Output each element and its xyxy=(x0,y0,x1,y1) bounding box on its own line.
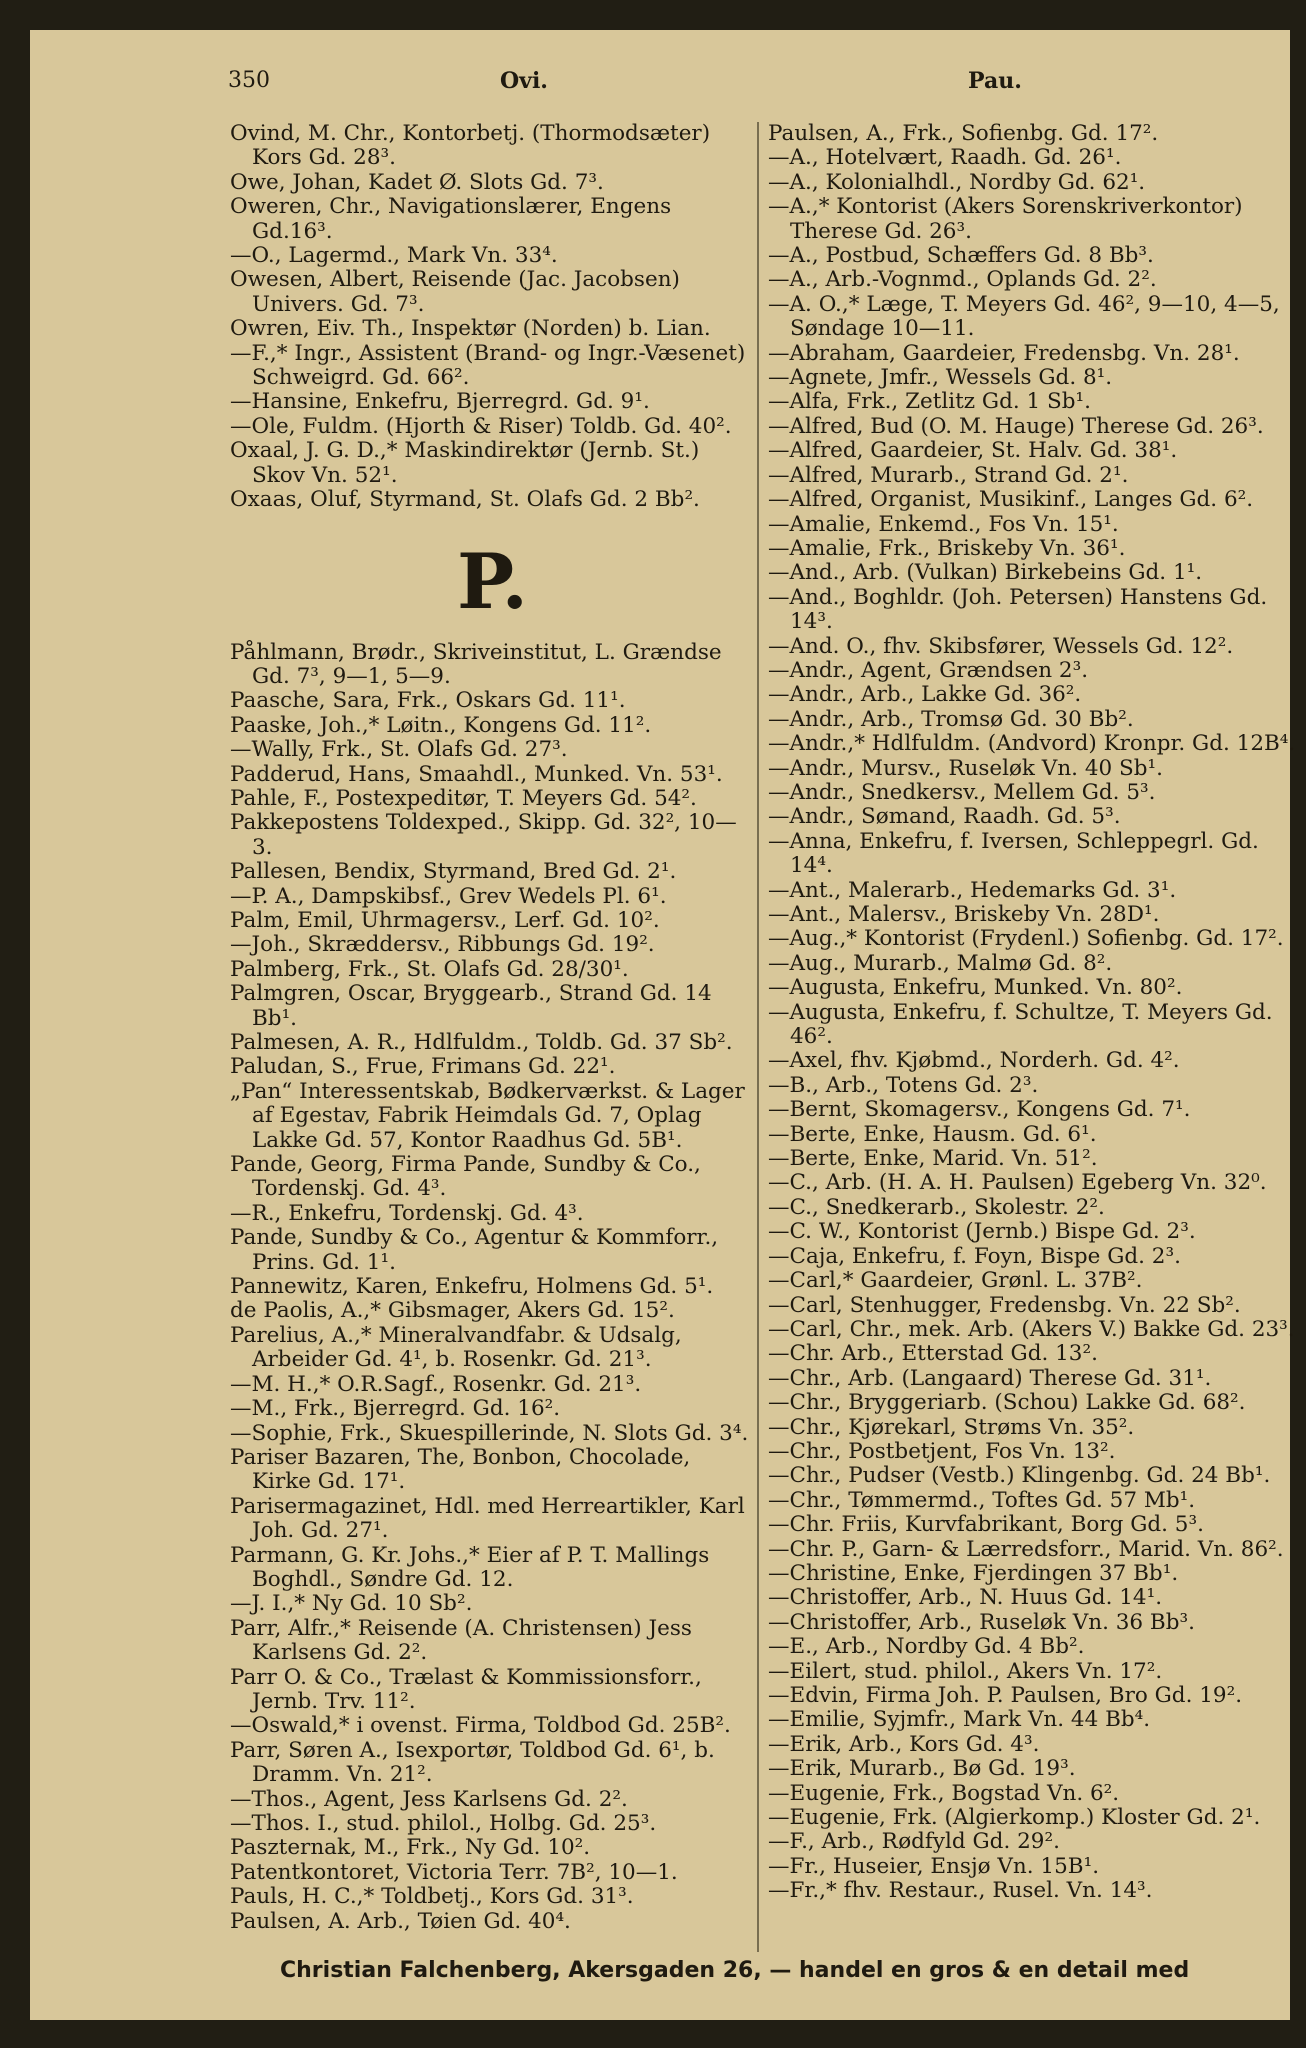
directory-entry: Oweren, Chr., Navigationslærer, Engens Gd.16³. xyxy=(230,194,672,244)
directory-entry: Patentkontoret, Victoria Terr. 7B², 10—1. xyxy=(230,1859,678,1885)
directory-entry: —A. O.,* Læge, T. Meyers Gd. 46², 9—10, 4—5, Søndage 10—11. xyxy=(768,291,1280,342)
directory-entry: —Christoffer, Arb., N. Huus Gd. 14¹. xyxy=(768,1585,1163,1611)
left-column xyxy=(230,122,755,1934)
directory-entry: —Eugenie, Frk. (Algierkomp.) Kloster Gd. 2¹. xyxy=(768,1805,1261,1831)
directory-entry: Parisermagazinet, Hdl. med Herreartikler, Karl Joh. Gd. 27¹. xyxy=(230,1493,745,1544)
directory-entry: —F.,* Ingr., Assistent (Brand- og Ingr.-Væsenet) Schweigrd. Gd. 66². xyxy=(230,340,746,391)
directory-entry: —Ant., Malerarb., Hedemarks Gd. 3¹. xyxy=(768,877,1177,903)
directory-entry: Padderud, Hans, Smaahdl., Munked. Vn. 53¹. xyxy=(230,761,723,787)
directory-entry: —Ant., Malersv., Briskeby Vn. 28D¹. xyxy=(768,902,1160,927)
directory-entry: de Paolis, A.,* Gibsmager, Akers Gd. 15². xyxy=(230,1298,675,1324)
directory-entry: —Chr., Postbetjent, Fos Vn. 13². xyxy=(768,1438,1116,1464)
directory-entry: —J. I.,* Ny Gd. 10 Sb². xyxy=(230,1591,473,1617)
right-column xyxy=(768,122,1298,1904)
directory-entry: Paludan, S., Frue, Frimans Gd. 22¹. xyxy=(230,1054,616,1080)
directory-entry: Pauls, H. C.,* Toldbetj., Kors Gd. 31³. xyxy=(230,1884,634,1910)
directory-entry: Parr O. & Co., Trælast & Kommissionsforr., Jernb. Trv. 11². xyxy=(230,1664,702,1714)
directory-entry: —Carl, Stenhugger, Fredensbg. Vn. 22 Sb². xyxy=(768,1292,1241,1318)
directory-entry: —And., Boghldr. (Joh. Petersen) Hanstens Gd. 14³. xyxy=(768,584,1268,635)
directory-entry: —Erik, Murarb., Bø Gd. 19³. xyxy=(768,1756,1076,1782)
directory-entry: —F., Arb., Rødfyld Gd. 29². xyxy=(768,1829,1060,1855)
directory-entry: —Alfred, Bud (O. M. Hauge) Therese Gd. 26³. xyxy=(768,413,1264,439)
directory-entry: —Chr. Arb., Etterstad Gd. 13². xyxy=(768,1341,1098,1367)
directory-entry: —Alfa, Frk., Zetlitz Gd. 1 Sb¹. xyxy=(768,389,1091,415)
directory-entry: —Chr., Kjørekarl, Strøms Vn. 35². xyxy=(768,1414,1135,1440)
directory-entry: —Alfred, Gaardeier, St. Halv. Gd. 38¹. xyxy=(768,438,1178,464)
directory-entry: —Amalie, Enkemd., Fos Vn. 15¹. xyxy=(768,511,1119,537)
directory-entry: —Wally, Frk., St. Olafs Gd. 27³. xyxy=(230,737,568,763)
directory-entry: Pallesen, Bendix, Styrmand, Bred Gd. 2¹. xyxy=(230,859,677,885)
directory-entry: Pakkepostens Toldexped., Skipp. Gd. 32², 10—3. xyxy=(230,810,737,860)
directory-entry: Pande, Sundby & Co., Agentur & Kommforr., Prins. Gd. 1¹. xyxy=(230,1225,719,1275)
directory-entry: Palmesen, A. R., Hdlfuldm., Toldb. Gd. 37 Sb². xyxy=(230,1030,733,1055)
directory-entry: —Caja, Enkefru, f. Foyn, Bispe Gd. 2³. xyxy=(768,1243,1181,1269)
directory-entry: —Alfred, Murarb., Strand Gd. 2¹. xyxy=(768,462,1129,488)
directory-entry: —R., Enkefru, Tordenskj. Gd. 4³. xyxy=(230,1200,584,1226)
directory-page xyxy=(30,30,1296,2020)
directory-entry: Palmgren, Oscar, Bryggearb., Strand Gd. 14 Bb¹. xyxy=(230,981,712,1031)
directory-entry: —Augusta, Enkefru, f. Schultze, T. Meyers Gd. 46². xyxy=(768,999,1273,1050)
directory-entry: —Andr., Agent, Grændsen 2³. xyxy=(768,657,1089,683)
directory-entry: Owren, Eiv. Th., Inspektør (Norden) b. Lian. xyxy=(230,316,711,342)
directory-entry: —Augusta, Enkefru, Munked. Vn. 80². xyxy=(768,975,1183,1001)
directory-entry: —B., Arb., Totens Gd. 2³. xyxy=(768,1072,1039,1098)
directory-entry: Paszternak, M., Frk., Ny Gd. 10². xyxy=(230,1835,591,1861)
directory-entry: —O., Lagermd., Mark Vn. 33⁴. xyxy=(230,243,558,269)
directory-entry: Owesen, Albert, Reisende (Jac. Jacobsen) Univers. Gd. 7³. xyxy=(230,267,680,317)
directory-entry: —Aug., Murarb., Malmø Gd. 8². xyxy=(768,950,1113,976)
directory-entry: —Bernt, Skomagersv., Kongens Gd. 7¹. xyxy=(768,1097,1191,1123)
directory-entry: —Edvin, Firma Joh. P. Paulsen, Bro Gd. 19². xyxy=(768,1683,1243,1708)
directory-entry: —C. W., Kontorist (Jernb.) Bispe Gd. 2³. xyxy=(768,1219,1196,1245)
directory-entry: —Chr., Tømmermd., Toftes Gd. 57 Mb¹. xyxy=(768,1487,1196,1513)
directory-entry: —Andr., Sømand, Raadh. Gd. 5³. xyxy=(768,804,1121,830)
directory-entry: Oxaas, Oluf, Styrmand, St. Olafs Gd. 2 Bb². xyxy=(230,487,700,513)
directory-entry: —And. O., fhv. Skibsfører, Wessels Gd. 12². xyxy=(768,633,1234,659)
directory-entry: —Oswald,* i ovenst. Firma, Toldbod Gd. 25B². xyxy=(230,1713,731,1739)
directory-entry: Pande, Georg, Firma Pande, Sundby & Co., Tordenskj. Gd. 4³. xyxy=(230,1152,701,1202)
footer-advertisement: Christian Falchenberg, Akersgaden 26, — handel en gros & en detail med xyxy=(280,1958,1190,1983)
directory-entry: —Agnete, Jmfr., Wessels Gd. 8¹. xyxy=(768,365,1113,391)
directory-entry: —Andr., Arb., Lakke Gd. 36². xyxy=(768,682,1082,708)
directory-entry: —M. H.,* O.R.Sagf., Rosenkr. Gd. 21³. xyxy=(230,1371,642,1397)
directory-entry: —M., Frk., Bjerregrd. Gd. 16². xyxy=(230,1396,561,1422)
directory-entry: —And., Arb. (Vulkan) Birkebeins Gd. 1¹. xyxy=(768,560,1203,586)
directory-entry: Pariser Bazaren, The, Bonbon, Chocolade, Kirke Gd. 17¹. xyxy=(230,1444,691,1495)
directory-entry: Parr, Alfr.,* Reisende (A. Christensen) Jess Karlsens Gd. 2². xyxy=(230,1615,692,1666)
left-bottom-entries xyxy=(230,641,755,1935)
page-number: 350 xyxy=(228,68,270,93)
left-top-entries xyxy=(230,122,755,513)
directory-entry: —Abraham, Gaardeier, Fredensbg. Vn. 28¹. xyxy=(768,340,1240,366)
left-running-head: Ovi. xyxy=(500,68,548,94)
directory-entry: Paasche, Sara, Frk., Oskars Gd. 11¹. xyxy=(230,688,626,714)
directory-entry: —A., Hotelvært, Raadh. Gd. 26¹. xyxy=(768,145,1122,171)
section-letter: P. xyxy=(456,536,529,626)
directory-entry: —Fr.,* fhv. Restaur., Rusel. Vn. 14³. xyxy=(768,1878,1153,1904)
directory-entry: —A., Kolonialhdl., Nordby Gd. 62¹. xyxy=(768,169,1146,195)
directory-entry: —Thos., Agent, Jess Karlsens Gd. 2². xyxy=(230,1786,628,1812)
directory-entry: —Chr., Arb. (Langaard) Therese Gd. 31¹. xyxy=(768,1365,1212,1391)
directory-entry: —C., Arb. (H. A. H. Paulsen) Egeberg Vn. 32⁰. xyxy=(768,1170,1267,1196)
directory-entry: Paaske, Joh.,* Løitn., Kongens Gd. 11². xyxy=(230,712,652,738)
directory-entry: —Joh., Skræddersv., Ribbungs Gd. 19². xyxy=(230,932,655,958)
right-entries xyxy=(768,122,1298,1904)
directory-entry: Parelius, A.,* Mineralvandfabr. & Udsalg, Arbeider Gd. 4¹, b. Rosenkr. Gd. 21³. xyxy=(230,1322,682,1373)
directory-entry: Paulsen, A., Frk., Sofienbg. Gd. 17². xyxy=(768,121,1159,146)
directory-entry: —A.,* Kontorist (Akers Sorenskriverkontor) Therese Gd. 26³. xyxy=(768,194,1243,244)
directory-entry: Owe, Johan, Kadet Ø. Slots Gd. 7³. xyxy=(230,169,604,195)
column-divider xyxy=(757,122,759,1952)
directory-entry: —Chr., Bryggeriarb. (Schou) Lakke Gd. 68². xyxy=(768,1390,1246,1416)
directory-entry: —Sophie, Frk., Skuespillerinde, N. Slots Gd. 3⁴. xyxy=(230,1420,749,1446)
directory-entry: —Alfred, Organist, Musikinf., Langes Gd. 6². xyxy=(768,487,1254,513)
directory-entry: —Berte, Enke, Marid. Vn. 51². xyxy=(768,1146,1098,1172)
directory-entry: —E., Arb., Nordby Gd. 4 Bb². xyxy=(768,1634,1085,1660)
directory-entry: —Andr.,* Hdlfuldm. (Andvord) Kronpr. Gd. 12B⁴. xyxy=(768,731,1296,757)
directory-entry: Ovind, M. Chr., Kontorbetj. (Thormodsæter) Kors Gd. 28³. xyxy=(230,121,711,171)
directory-entry: —C., Snedkerarb., Skolestr. 2². xyxy=(768,1194,1105,1220)
directory-entry: —Andr., Mursv., Ruseløk Vn. 40 Sb¹. xyxy=(768,755,1163,781)
directory-entry: Parr, Søren A., Isexportør, Toldbod Gd. 6¹, b. Dramm. Vn. 21². xyxy=(230,1737,715,1788)
directory-entry: —Carl, Chr., mek. Arb. (Akers V.) Bakke Gd. 23³. xyxy=(768,1316,1295,1342)
directory-entry: —Andr., Snedkersv., Mellem Gd. 5³. xyxy=(768,779,1156,805)
directory-entry: —Carl,* Gaardeier, Grønl. L. 37B². xyxy=(768,1268,1143,1294)
directory-entry: Pannewitz, Karen, Enkefru, Holmens Gd. 5¹. xyxy=(230,1274,714,1300)
right-running-head: Pau. xyxy=(968,68,1022,94)
directory-entry: —Emilie, Syjmfr., Mark Vn. 44 Bb⁴. xyxy=(768,1707,1151,1733)
directory-entry: —Andr., Arb., Tromsø Gd. 30 Bb². xyxy=(768,706,1134,732)
directory-entry: —A., Arb.-Vognmd., Oplands Gd. 2². xyxy=(768,267,1157,293)
directory-entry: —Chr. P., Garn- & Lærredsforr., Marid. Vn. 86². xyxy=(768,1536,1284,1562)
directory-entry: —Thos. I., stud. philol., Holbg. Gd. 25³. xyxy=(230,1811,657,1836)
directory-entry: Parmann, G. Kr. Johs.,* Eier af P. T. Mallings Boghdl., Søndre Gd. 12. xyxy=(230,1542,710,1592)
directory-entry: Paulsen, A. Arb., Tøien Gd. 40⁴. xyxy=(230,1908,571,1934)
directory-entry: —Amalie, Frk., Briskeby Vn. 36¹. xyxy=(768,535,1126,561)
directory-entry: Påhlmann, Brødr., Skriveinstitut, L. Grændse Gd. 7³, 9—1, 5—9. xyxy=(230,639,722,689)
directory-entry: —Eugenie, Frk., Bogstad Vn. 6². xyxy=(768,1780,1120,1806)
directory-entry: —Eilert, stud. philol., Akers Vn. 17². xyxy=(768,1658,1163,1684)
directory-entry: —Fr., Huseier, Ensjø Vn. 15B¹. xyxy=(768,1853,1100,1879)
directory-entry: —A., Postbud, Schæffers Gd. 8 Bb³. xyxy=(768,243,1154,269)
directory-entry: —Chr., Pudser (Vestb.) Klingenbg. Gd. 24 Bb¹. xyxy=(768,1463,1271,1489)
directory-entry: Palmberg, Frk., St. Olafs Gd. 28/30¹. xyxy=(230,956,629,982)
directory-entry: Oxaal, J. G. D.,* Maskindirektør (Jernb. St.) Skov Vn. 52¹. xyxy=(230,438,700,488)
directory-entry: „Pan“ Interessentskab, Bødkerværkst. & Lager af Egestav, Fabrik Heimdals Gd. 7, Oplag Lakke Gd. 57, Kontor Raadhus Gd. 5B¹. xyxy=(230,1078,745,1153)
directory-entry: —Axel, fhv. Kjøbmd., Norderh. Gd. 4². xyxy=(768,1048,1180,1074)
directory-entry: —Erik, Arb., Kors Gd. 4³. xyxy=(768,1731,1040,1757)
directory-entry: —Anna, Enkefru, f. Iversen, Schleppegrl. Gd. 14⁴. xyxy=(768,828,1259,879)
directory-entry: —Christine, Enke, Fjerdingen 37 Bb¹. xyxy=(768,1560,1179,1586)
directory-entry: —Hansine, Enkefru, Bjerregrd. Gd. 9¹. xyxy=(230,389,650,415)
directory-entry: —Chr. Friis, Kurvfabrikant, Borg Gd. 5³. xyxy=(768,1512,1204,1538)
directory-entry: —Berte, Enke, Hausm. Gd. 6¹. xyxy=(768,1121,1097,1147)
directory-entry: Pahle, F., Postexpeditør, T. Meyers Gd. 54². xyxy=(230,785,697,811)
directory-entry: Palm, Emil, Uhrmagersv., Lerf. Gd. 10². xyxy=(230,907,660,933)
directory-entry: —Ole, Fuldm. (Hjorth & Riser) Toldb. Gd. 40². xyxy=(230,413,732,439)
directory-entry: —Christoffer, Arb., Ruseløk Vn. 36 Bb³. xyxy=(768,1609,1195,1635)
directory-entry: —P. A., Dampskibsf., Grev Wedels Pl. 6¹. xyxy=(230,883,667,909)
directory-entry: —Aug.,* Kontorist (Frydenl.) Sofienbg. Gd. 17². xyxy=(768,926,1284,952)
